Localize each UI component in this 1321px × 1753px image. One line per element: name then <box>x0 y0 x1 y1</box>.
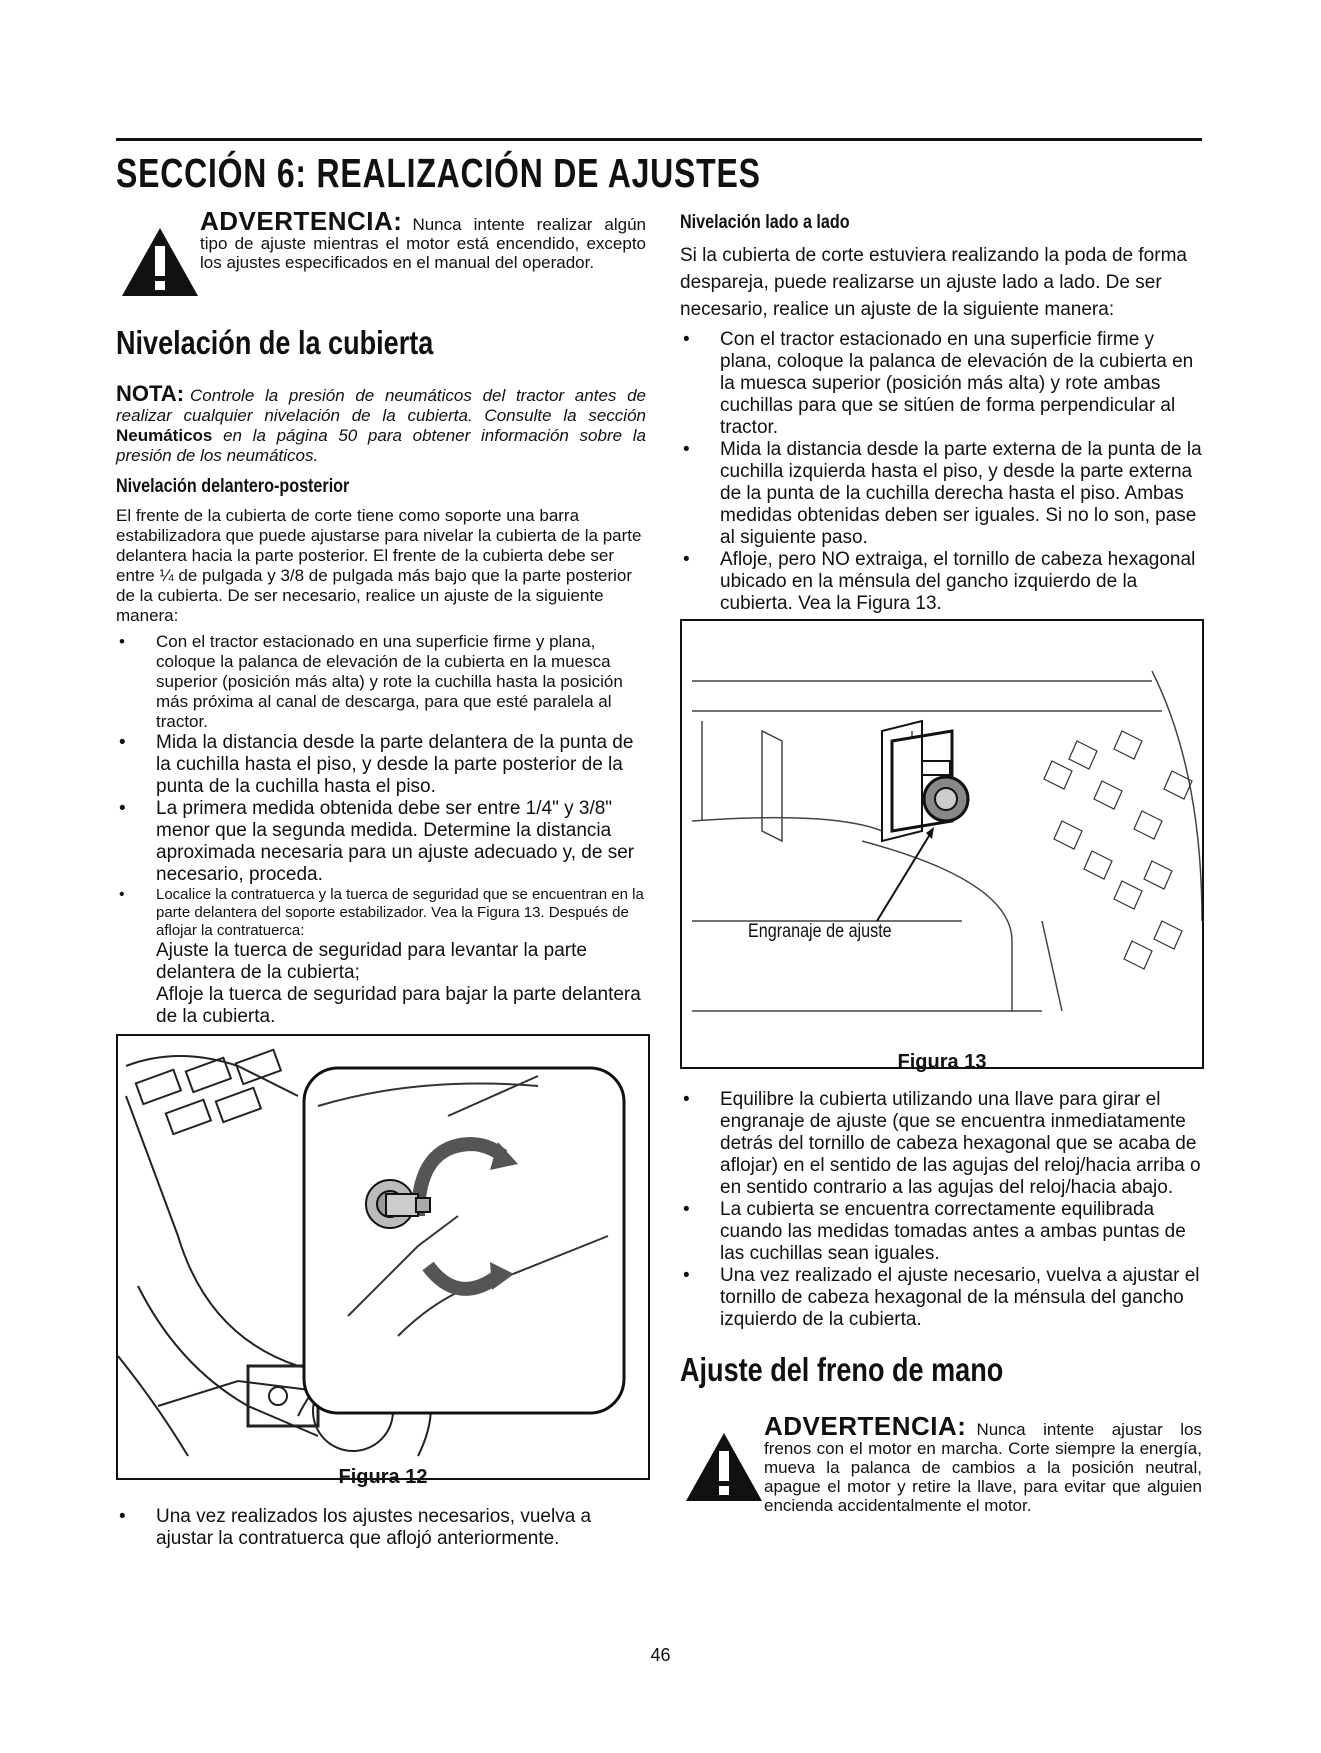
bullet-line-lower: Afloje la tuerca de seguridad para bajar la parte delantera de la cubierta. <box>156 984 641 1027</box>
list-item: • La cubierta se encuentra correctamente equilibrada cuando las medidas tomadas antes a ambas puntas de las cuchillas sean iguales. <box>680 1199 1202 1265</box>
front-rear-title: Nivelación delantero-posterior <box>116 476 350 497</box>
freno-warning-text <box>764 1411 1202 1515</box>
list-item: • Una vez realizados los ajustes necesarios, vuelva a ajustar la contratuerca que aflojó anteriormente. <box>116 1506 646 1550</box>
side-to-side-intro: Si la cubierta de corte estuviera realizando la poda de forma despareja, puede realizarse un ajuste lado a lado. De ser necesario, realice un ajuste de la siguiente manera: <box>680 245 1187 320</box>
warning-text <box>200 206 646 272</box>
list-item: • Una vez realizado el ajuste necesario, vuelva a ajustar el tornillo de cabeza hexagonal de la ménsula del gancho izquierdo de la cubierta. <box>680 1265 1202 1331</box>
list-item: • Con el tractor estacionado en una superficie firme y plana, coloque la palanca de elevación de la cubierta en la muesca superior (posición más alta) y rote ambas cuchillas para que se sitúen de forma perpendicular al tractor. <box>680 329 1202 439</box>
warning-icon <box>684 1431 764 1503</box>
front-rear-intro: El frente de la cubierta de corte tiene como soporte una barra estabilizadora que puede ajustarse para nivelar la cubierta de la parte delantera hacia la parte posterior. El frente de la cubierta debe ser entre ¼ de pulgada y 3/8 de pulgada más bajo que la parte posterior de la cubierta. De ser necesario, realice un ajuste de la siguiente manera: <box>116 506 642 625</box>
figure-12-caption: Figura 12 <box>338 1466 428 1488</box>
section-title: SECCIÓN 6: REALIZACIÓN DE AJUSTES <box>116 150 761 196</box>
freno-warning-body: Nunca intente ajustar los frenos con el motor en marcha. Corte siempre la energía, mueva la palanca de cambios a la posición neutral, apague el motor y retire la llave, para evitar que alguien encienda accidentalmente el motor. <box>764 1420 1202 1515</box>
freno-title: Ajuste del freno de mano <box>680 1351 1004 1388</box>
nivelacion-title: Nivelación de la cubierta <box>116 324 434 361</box>
warning-body: Nunca intente realizar algún tipo de ajuste mientras el motor está encendido, excepto los ajustes especificados en el manual del operador. <box>200 215 646 272</box>
list-item: • Con el tractor estacionado en una superficie firme y plana, coloque la palanca de elevación de la cubierta en la muesca superior (posición más alta) y rote la cuchilla hasta la posición más próxima al canal de descarga, para que esté paralela al tractor. <box>116 632 646 732</box>
list-item: • Equilibre la cubierta utilizando una llave para girar el engranaje de ajuste (que se encuentra inmediatamente detrás del tornillo de cabeza hexagonal que se acaba de aflojar) en el sentido de las agujas del reloj/hacia arriba o en sentido contrario a las agujas del reloj/hacia abajo. <box>680 1089 1202 1199</box>
figure-13-caption: Figura 13 <box>897 1051 987 1073</box>
side-to-side-title: Nivelación lado a lado <box>680 212 850 233</box>
front-rear-list <box>116 632 646 1028</box>
warning-heading: ADVERTENCIA: <box>200 206 403 236</box>
nota-text-2: en la página 50 para obtener información sobre la presión de los neumáticos. <box>116 426 646 465</box>
section-rule <box>116 138 1202 141</box>
nota-heading: NOTA: <box>116 381 185 406</box>
bullet-small-text: • Localice la contratuerca y la tuerca de seguridad que se encuentran en la parte delantera del soporte estabilizador. Vea la Figura 13. Después de aflojar la contratuerca: <box>156 886 644 939</box>
figure-12 <box>116 1034 650 1488</box>
nota-block <box>116 381 646 466</box>
left-column <box>116 206 646 1550</box>
warning-icon <box>120 226 200 298</box>
nota-bold-ref: Neumáticos <box>116 426 213 445</box>
list-item <box>116 886 646 1028</box>
bullet-line-raise: Ajuste la tuerca de seguridad para levantar la parte delantera de la cubierta; <box>156 940 587 983</box>
list-item: • Mida la distancia desde la parte externa de la punta de la cuchilla izquierda hasta el piso, y desde la parte externa de la punta de la cuchilla derecha hasta el piso. Ambas medidas obtenidas deben ser iguales. Si no lo son, pase al siguiente paso. <box>680 439 1202 549</box>
nota-text-1: Controle la presión de neumáticos del tractor antes de realizar cualquier nivelación de la cubierta. Consulte la sección <box>116 386 646 425</box>
side-to-side-list <box>680 329 1202 615</box>
list-item: • La primera medida obtenida debe ser entre 1/4" y 3/8" menor que la segunda medida. Determine la distancia aproximada necesaria para un ajuste adecuado y, de ser necesario, proceda. <box>116 798 646 886</box>
freno-warning-block <box>680 1411 1202 1517</box>
figure-13-label: Engranaje de ajuste <box>748 921 892 942</box>
balance-list <box>680 1089 1202 1331</box>
after-figure-list <box>116 1506 646 1550</box>
list-item: • Afloje, pero NO extraiga, el tornillo de cabeza hexagonal ubicado en la ménsula del gancho izquierdo de la cubierta. Vea la Figura 13. <box>680 549 1202 615</box>
freno-warning-heading: ADVERTENCIA: <box>764 1411 967 1441</box>
list-item: • Mida la distancia desde la parte delantera de la punta de la cuchilla hasta el piso, y desde la parte posterior de la punta de la cuchilla hasta el piso. <box>116 732 646 798</box>
right-column <box>680 212 1202 1517</box>
figure-12-illustration <box>118 1036 648 1478</box>
page-number: 46 <box>650 1645 671 1665</box>
figure-13 <box>680 619 1204 1073</box>
figure-13-illustration <box>682 621 1202 1067</box>
warning-block <box>116 206 646 312</box>
